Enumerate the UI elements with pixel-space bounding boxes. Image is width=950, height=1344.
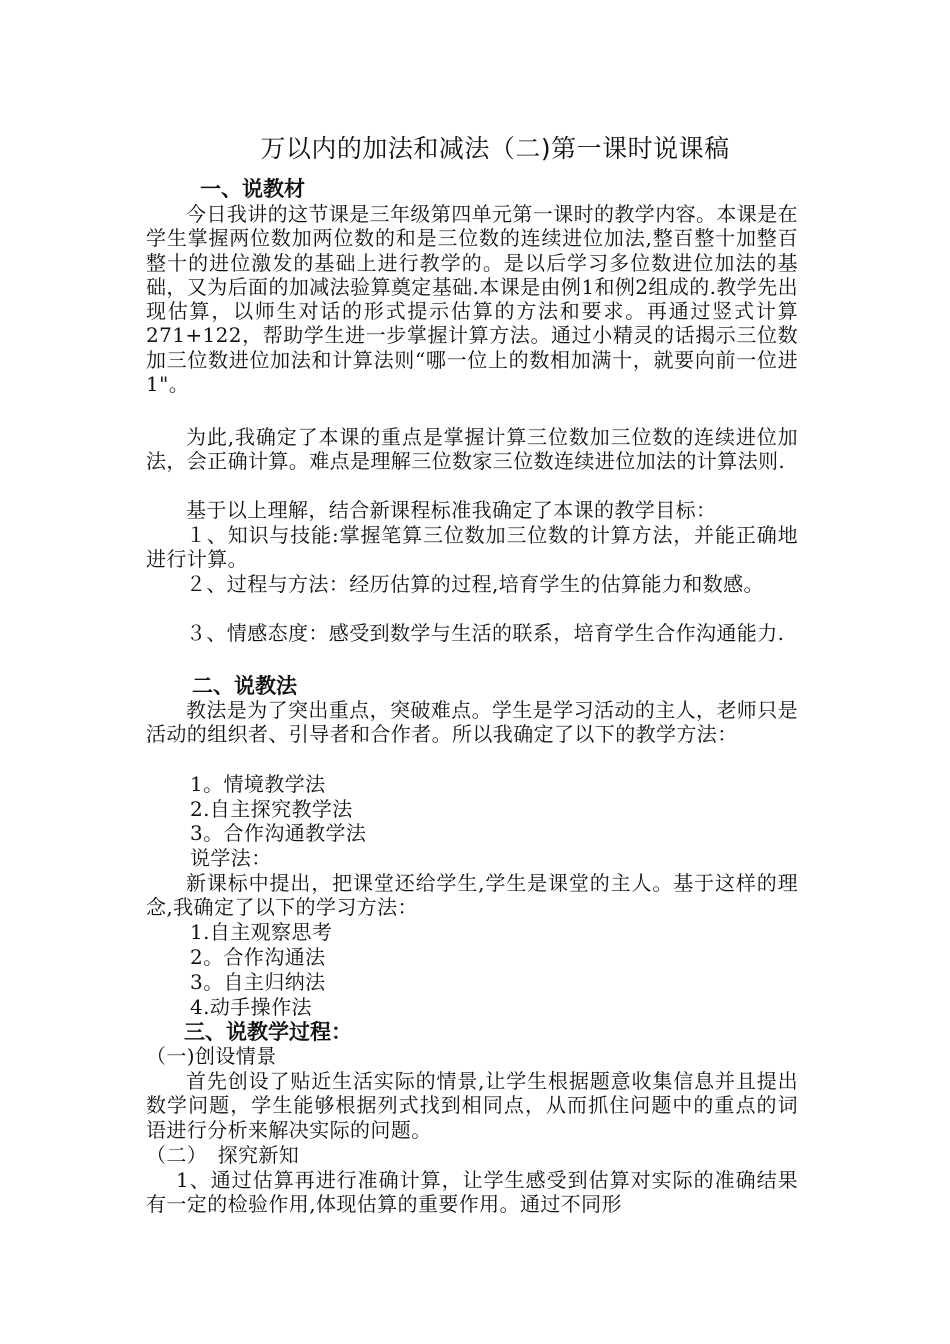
part-heading-create-scenario: （一)创设情景 bbox=[146, 1044, 277, 1068]
paragraph-key-points: 为此,我确定了本课的重点是掌握计算三位数加三位数的连续进位加法，会正确计算。难点是理解三位数家三位数连续进位加法的计算法则. bbox=[146, 425, 798, 474]
section-heading-teaching-methods: 二、说教法 bbox=[192, 674, 297, 698]
section-heading-textbook: 一、说教材 bbox=[200, 177, 305, 201]
section-heading-teaching-process: 三、说教学过程： bbox=[184, 1020, 352, 1044]
part-heading-explore-new: （二） 探究新知 bbox=[146, 1143, 300, 1167]
objective-process-methods: ２、过程与方法：经历估算的过程,培育学生的估算能力和数感。 bbox=[186, 572, 764, 596]
learning-method-item: 3。自主归纳法 bbox=[190, 970, 326, 994]
objective-emotion-attitude: ３、情感态度：感受到数学与生活的联系，培育学生合作沟通能力. bbox=[186, 621, 785, 645]
teaching-method-item: 1。情境教学法 bbox=[190, 772, 326, 796]
document-title: 万以内的加法和减法（二)第一课时说课稿 bbox=[260, 134, 730, 163]
learning-method-item: 4.动手操作法 bbox=[190, 995, 312, 1019]
paragraph-create-scenario: 首先创设了贴近生活实际的情景,让学生根据题意收集信息并且提出数学问题，学生能够根据列式找到相同点，从而抓住问题中的重点的词语进行分析来解决实际的问题。 bbox=[146, 1069, 798, 1142]
paragraph-explore-new: 1、通过估算再进行准确计算，让学生感受到估算对实际的准确结果有一定的检验作用,体现估算的重要作用。通过不同形 bbox=[146, 1168, 798, 1217]
paragraph-teaching-methods: 教法是为了突出重点，突破难点。学生是学习活动的主人，老师只是活动的组织者、引导者和合作者。所以我确定了以下的教学方法： bbox=[146, 698, 798, 747]
paragraph-learning-methods: 新课标中提出，把课堂还给学生,学生是课堂的主人。基于这样的理念,我确定了以下的学习方法： bbox=[146, 871, 798, 920]
learning-method-item: 2。合作沟通法 bbox=[190, 945, 326, 969]
teaching-method-item: 3。合作沟通教学法 bbox=[190, 821, 367, 845]
paragraph-textbook-intro: 今日我讲的这节课是三年级第四单元第一课时的教学内容。本课是在学生掌握两位数加两位数的和是三位数的连续进位加法,整百整十加整百整十的进位激发的基础上进行教学的。是以后学习多位数进位加法的基础，又为后面的加减法验算奠定基础.本课是由例1和例2组成的.教学先出现估算，以师生对话的形式提示估算的方法和要求。再通过竖式计算271+122，帮助学生进一步掌握计算方法。通过小精灵的话揭示三位数加三位数进位加法和计算法则“哪一位上的数相加满十，就要向前一位进1"。 bbox=[146, 202, 798, 397]
teaching-method-item: 2.自主探究教学法 bbox=[190, 797, 353, 821]
learning-method-item: 1.自主观察思考 bbox=[190, 920, 333, 944]
sub-heading-learning-methods: 说学法： bbox=[190, 846, 272, 870]
objective-knowledge-skills: １、知识与技能:掌握笔算三位数加三位数的计算方法，并能正确地进行计算。 bbox=[146, 523, 798, 572]
paragraph-objectives-intro: 基于以上理解，结合新课程标准我确定了本课的教学目标： bbox=[186, 498, 717, 522]
